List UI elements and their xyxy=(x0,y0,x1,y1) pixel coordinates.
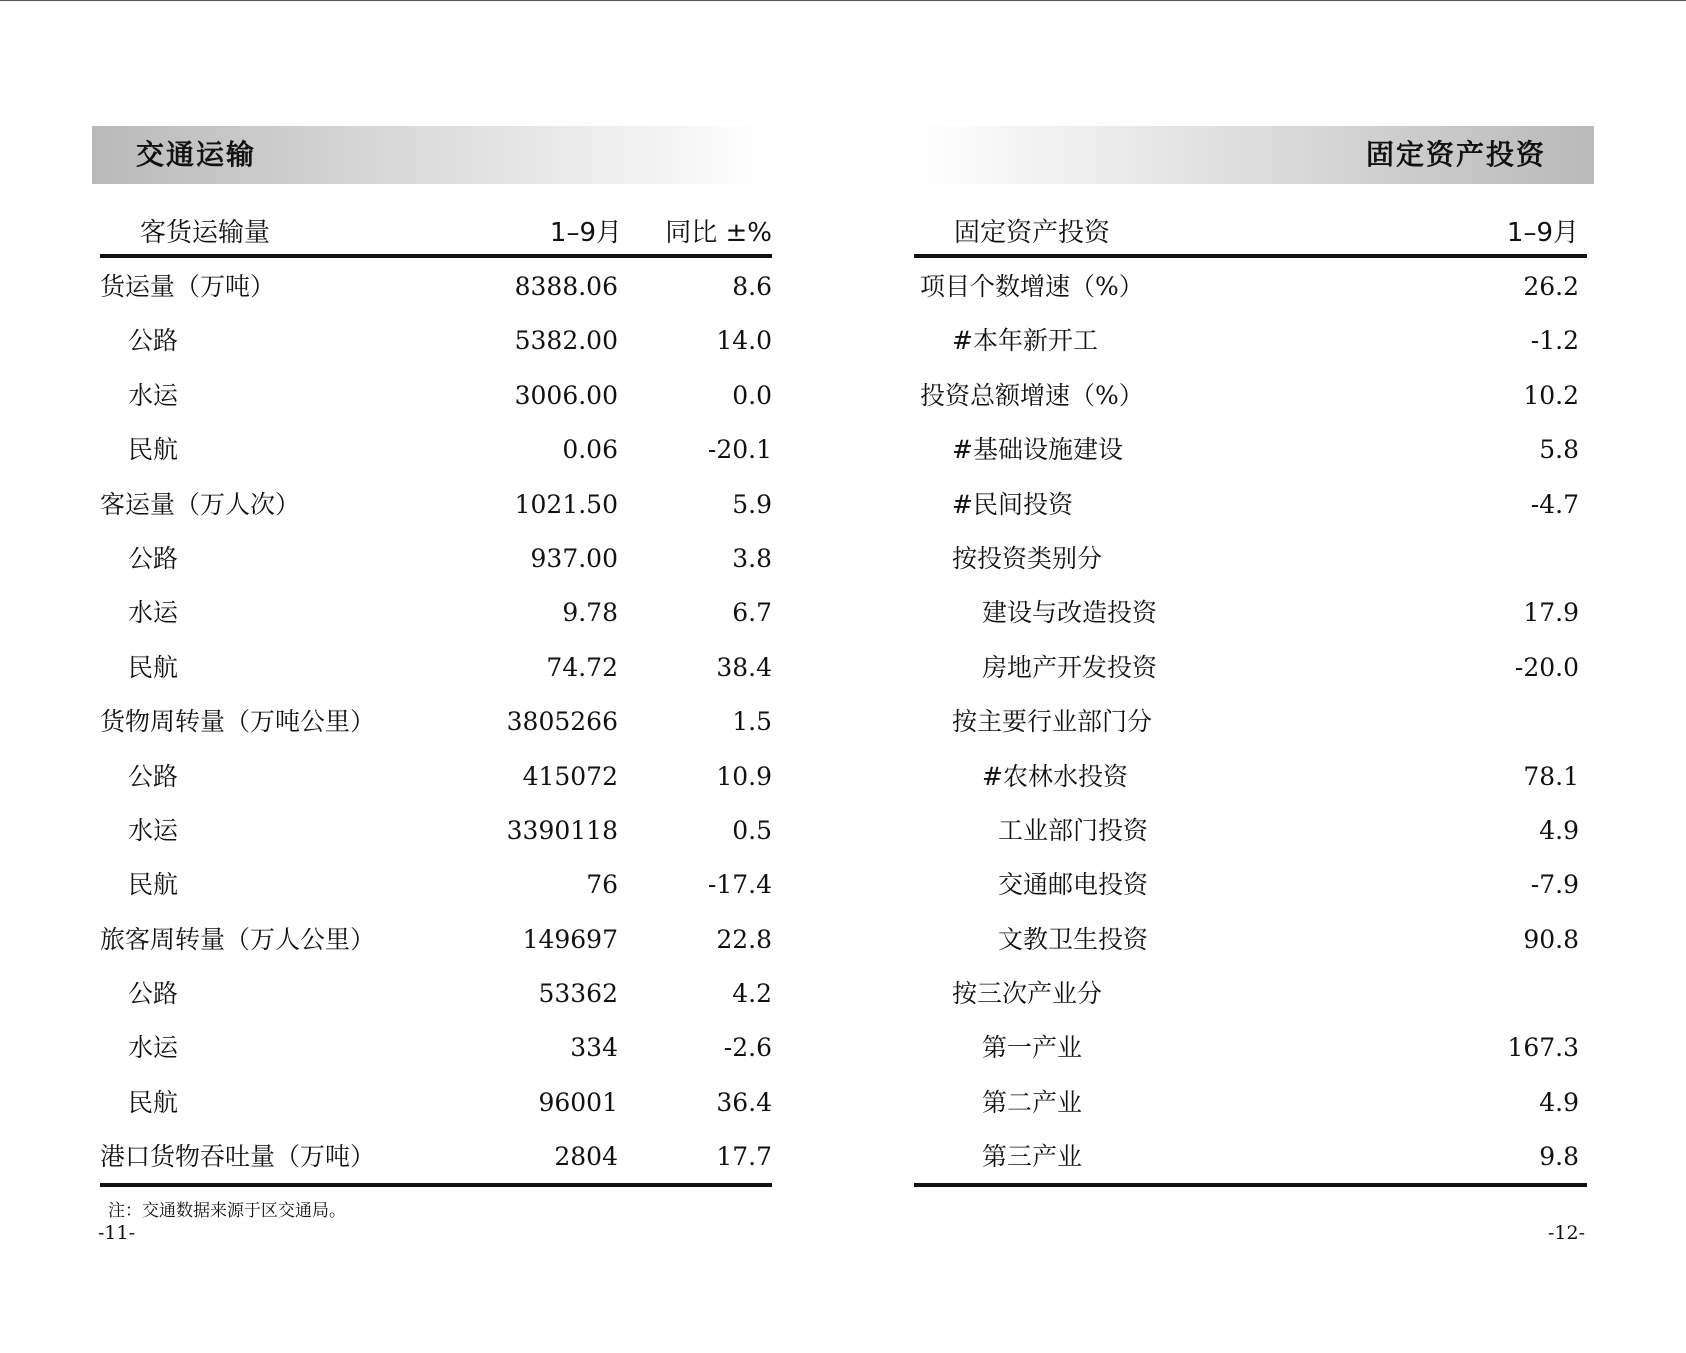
bottom-rule xyxy=(100,1183,772,1187)
table-row xyxy=(914,693,1587,747)
table-row xyxy=(914,584,1587,638)
row-label: 公路 xyxy=(128,543,179,573)
row-label: 旅客周转量（万人公里） xyxy=(100,924,376,954)
yoy-cell: 17.7 xyxy=(716,1142,772,1172)
value-cell: 4.9 xyxy=(1539,815,1579,845)
value-cell: 96001 xyxy=(538,1087,618,1117)
table-row xyxy=(914,258,1587,312)
value-cell: 937.00 xyxy=(530,543,618,573)
row-label: 第三产业 xyxy=(982,1142,1083,1172)
table-body xyxy=(914,258,1587,1183)
value-cell: 1021.50 xyxy=(514,489,618,519)
value-cell: -20.0 xyxy=(1514,652,1579,682)
value-cell: 3390118 xyxy=(506,815,618,845)
row-label: 工业部门投资 xyxy=(998,815,1149,845)
table-row xyxy=(100,856,772,910)
table-row xyxy=(914,530,1587,584)
value-cell: 4.9 xyxy=(1539,1087,1579,1117)
table-header xyxy=(914,206,1587,254)
table-row xyxy=(914,421,1587,475)
page-number: -11- xyxy=(98,1222,136,1244)
top-border xyxy=(0,0,1686,1)
transport-table xyxy=(100,206,772,1187)
row-label: 水运 xyxy=(128,1033,179,1063)
column-header: 固定资产投资 xyxy=(954,218,1111,248)
table-row xyxy=(100,312,772,366)
bottom-rule xyxy=(914,1183,1587,1187)
table-row xyxy=(100,1074,772,1128)
value-cell: -7.9 xyxy=(1530,870,1579,900)
row-label: #基础设施建设 xyxy=(952,435,1123,465)
yoy-cell: -20.1 xyxy=(707,435,772,465)
table-row xyxy=(100,693,772,747)
table-row xyxy=(914,476,1587,530)
value-cell: 3006.00 xyxy=(514,380,618,410)
table-row xyxy=(100,530,772,584)
row-label: #民间投资 xyxy=(952,489,1073,519)
row-label: 按主要行业部门分 xyxy=(952,707,1153,737)
table-row xyxy=(100,639,772,693)
value-cell: 8388.06 xyxy=(514,272,618,301)
row-label: 水运 xyxy=(128,815,179,845)
yoy-cell: -2.6 xyxy=(723,1033,772,1063)
section-band-transport xyxy=(92,126,772,184)
row-label: 文教卫生投资 xyxy=(998,924,1149,954)
value-cell: 2804 xyxy=(554,1142,618,1172)
table-row xyxy=(100,965,772,1019)
table-row xyxy=(100,476,772,530)
row-label: 第二产业 xyxy=(982,1087,1083,1117)
value-cell: 17.9 xyxy=(1523,598,1579,628)
column-header: 1–9月 xyxy=(1506,218,1579,248)
table-row xyxy=(914,1128,1587,1182)
row-label: 房地产开发投资 xyxy=(982,652,1158,682)
row-label: 货运量（万吨） xyxy=(100,272,276,301)
yoy-cell: 38.4 xyxy=(716,652,772,682)
yoy-cell: 8.6 xyxy=(732,272,772,301)
yoy-cell: 0.0 xyxy=(732,380,772,410)
section-band-investment xyxy=(914,126,1594,184)
table-row xyxy=(100,421,772,475)
page-number: -12- xyxy=(1548,1222,1586,1244)
yoy-cell: 10.9 xyxy=(716,761,772,791)
table-row xyxy=(914,312,1587,366)
yoy-cell: 22.8 xyxy=(716,924,772,954)
value-cell: 74.72 xyxy=(546,652,618,682)
value-cell: 10.2 xyxy=(1523,380,1579,410)
row-label: #农林水投资 xyxy=(982,761,1128,791)
table-row xyxy=(100,367,772,421)
table-row xyxy=(100,1128,772,1182)
value-cell: 9.78 xyxy=(562,598,618,628)
yoy-cell: -17.4 xyxy=(707,870,772,900)
row-label: 民航 xyxy=(128,435,179,465)
column-header: 同比 ±% xyxy=(665,218,772,248)
yoy-cell: 0.5 xyxy=(732,815,772,845)
value-cell: 415072 xyxy=(522,761,618,791)
table-row xyxy=(100,258,772,312)
row-label: 公路 xyxy=(128,326,179,356)
row-label: 货物周转量（万吨公里） xyxy=(100,707,376,737)
table-row xyxy=(100,911,772,965)
row-label: 民航 xyxy=(128,652,179,682)
row-label: 水运 xyxy=(128,380,179,410)
table-body xyxy=(100,258,772,1183)
yoy-cell: 1.5 xyxy=(732,707,772,737)
table-row xyxy=(914,911,1587,965)
row-label: 项目个数增速（%） xyxy=(920,272,1144,301)
table-row xyxy=(914,1019,1587,1073)
value-cell: 0.06 xyxy=(562,435,618,465)
value-cell: 78.1 xyxy=(1523,761,1579,791)
value-cell: 26.2 xyxy=(1523,272,1579,301)
table-row xyxy=(100,748,772,802)
value-cell: 334 xyxy=(570,1033,618,1063)
value-cell: 167.3 xyxy=(1507,1033,1579,1063)
column-header: 客货运输量 xyxy=(140,218,271,248)
yoy-cell: 36.4 xyxy=(716,1087,772,1117)
row-label: 民航 xyxy=(128,870,179,900)
table-row xyxy=(100,802,772,856)
table-row xyxy=(914,965,1587,1019)
row-label: 投资总额增速（%） xyxy=(920,380,1144,410)
row-label: 港口货物吞吐量（万吨） xyxy=(100,1142,376,1172)
value-cell: 5.8 xyxy=(1539,435,1579,465)
table-row xyxy=(100,1019,772,1073)
table-row xyxy=(914,639,1587,693)
row-label: 按三次产业分 xyxy=(952,979,1103,1009)
yoy-cell: 4.2 xyxy=(732,979,772,1009)
value-cell: 90.8 xyxy=(1523,924,1579,954)
row-label: 客运量（万人次） xyxy=(100,489,301,519)
value-cell: 149697 xyxy=(522,924,618,954)
value-cell: 5382.00 xyxy=(514,326,618,356)
value-cell: -4.7 xyxy=(1530,489,1579,519)
column-header: 1–9月 xyxy=(549,218,622,248)
table-row xyxy=(100,584,772,638)
table-row xyxy=(914,748,1587,802)
yoy-cell: 5.9 xyxy=(732,489,772,519)
table-row xyxy=(914,1074,1587,1128)
row-label: 按投资类别分 xyxy=(952,543,1103,573)
yoy-cell: 3.8 xyxy=(732,543,772,573)
row-label: 建设与改造投资 xyxy=(982,598,1158,628)
row-label: 交通邮电投资 xyxy=(998,870,1149,900)
row-label: 公路 xyxy=(128,761,179,791)
section-title: 固定资产投资 xyxy=(1365,138,1546,171)
row-label: 水运 xyxy=(128,598,179,628)
table-row xyxy=(914,367,1587,421)
row-label: #本年新开工 xyxy=(952,326,1098,356)
value-cell: 53362 xyxy=(538,979,618,1009)
value-cell: -1.2 xyxy=(1530,326,1579,356)
investment-table xyxy=(914,206,1587,1187)
row-label: 公路 xyxy=(128,979,179,1009)
row-label: 民航 xyxy=(128,1087,179,1117)
value-cell: 3805266 xyxy=(506,707,618,737)
table-row xyxy=(914,802,1587,856)
value-cell: 76 xyxy=(586,870,618,900)
row-label: 第一产业 xyxy=(982,1033,1083,1063)
section-title: 交通运输 xyxy=(136,138,257,171)
yoy-cell: 14.0 xyxy=(716,326,772,356)
yoy-cell: 6.7 xyxy=(732,598,772,628)
table-row xyxy=(914,856,1587,910)
value-cell: 9.8 xyxy=(1539,1142,1579,1172)
footnote: 注：交通数据来源于区交通局。 xyxy=(108,1201,346,1221)
table-header xyxy=(100,206,772,254)
